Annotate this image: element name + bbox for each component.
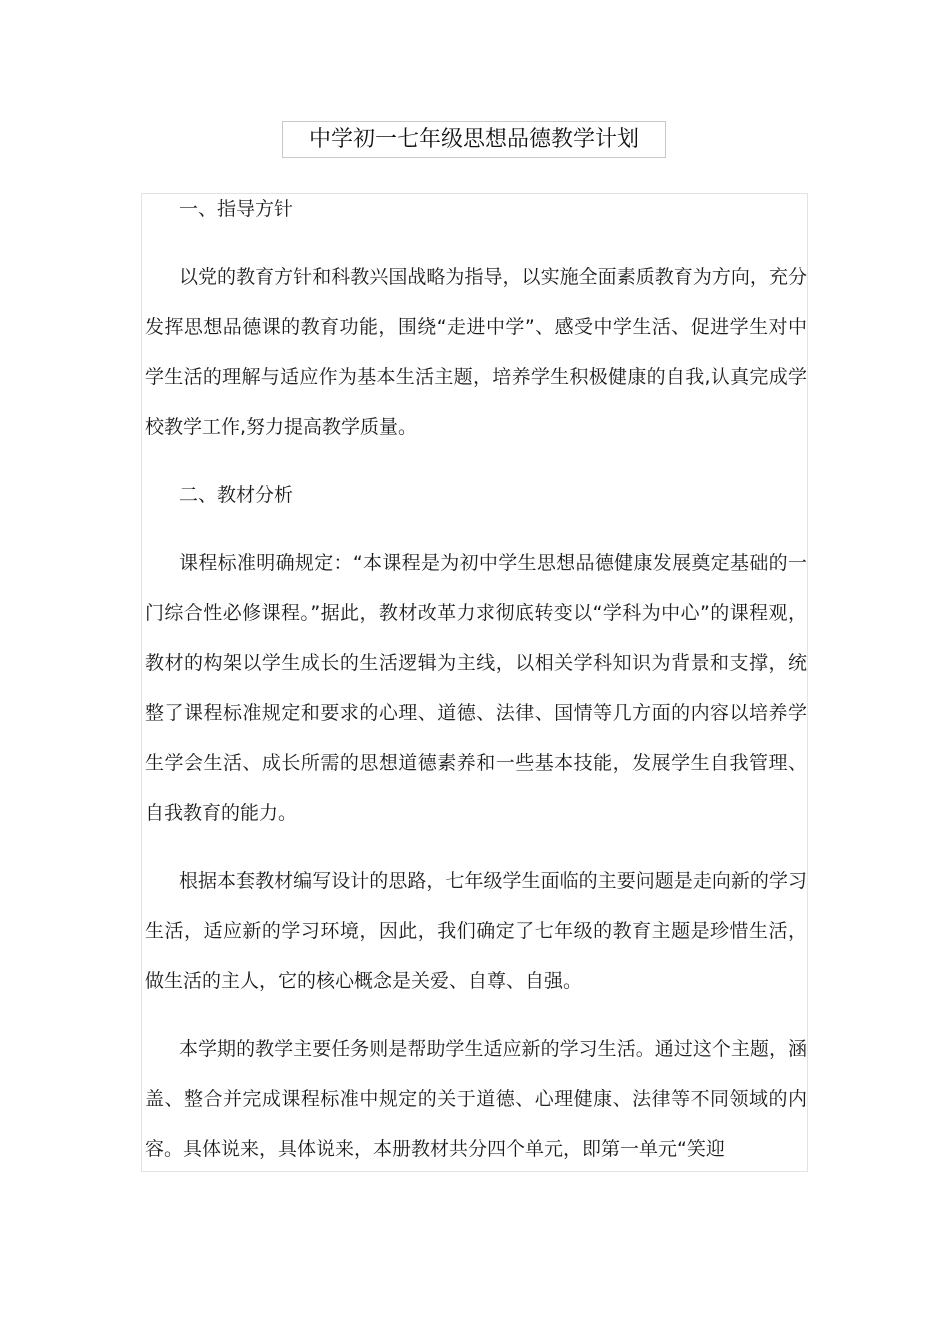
document-title: 中学初一七年级思想品德教学计划 — [308, 126, 639, 152]
section-heading-guidelines: 一、指导方针 — [179, 198, 294, 220]
paragraph-guidelines: 以党的教育方针和科教兴国战略为指导，以实施全面素质教育为方向，充分发挥思想品德课的教育功能，围绕“走进中学”、感受中学生活、促进学生对中学生活的理解与适应作为基本生活主题，培养学生积极健康的自我,认真完成学校教学工作,努力提高教学质量。 — [145, 266, 807, 438]
paragraph-semester-tasks: 本学期的教学主要任务则是帮助学生适应新的学习生活。通过这个主题，涵盖、整合并完成课程标准中规定的关于道德、心理健康、法律等不同领域的内容。具体说来，具体说来，本册教材共分四个单元，即第一单元“笑迎 — [145, 1038, 807, 1160]
paragraph-curriculum-standard: 课程标准明确规定：“本课程是为初中学生思想品德健康发展奠定基础的一门综合性必修课程。”据此，教材改革力求彻底转变以“学科为中心”的课程观，教材的构架以学生成长的生活逻辑为主线，以相关学科知识为背景和支撑，统整了课程标准规定和要求的心理、道德、法律、国情等几方面的内容以培养学生学会生活、成长所需的思想道德素养和一些基本技能，发展学生自我管理、自我教育的能力。 — [145, 552, 807, 824]
document-body-text — [145, 194, 807, 1172]
document-body — [141, 193, 808, 1172]
section-heading-textbook-analysis: 二、教材分析 — [179, 484, 294, 506]
document-title-box — [282, 121, 666, 158]
paragraph-grade-seven-theme: 根据本套教材编写设计的思路，七年级学生面临的主要问题是走向新的学习生活，适应新的学习环境，因此，我们确定了七年级的教育主题是珍惜生活，做生活的主人，它的核心概念是关爱、自尊、自强。 — [145, 870, 807, 992]
